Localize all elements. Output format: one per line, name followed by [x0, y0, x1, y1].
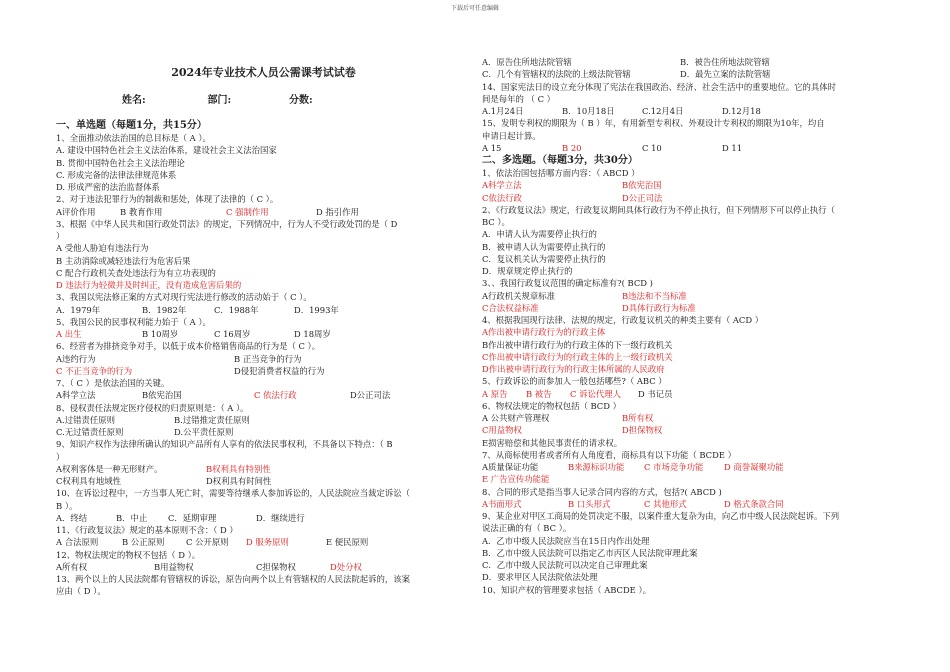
option-text: A 公共财产管理权	[482, 413, 550, 423]
question-line: B. 贯彻中国特色社会主义法治理论	[56, 157, 185, 168]
question-line: C．乙市中级人民法院可以决定自己审理此案	[482, 560, 648, 570]
question-line: ）	[56, 231, 65, 241]
question-line: E 广告宣传功能能	[482, 474, 550, 485]
option-text: C.12月4日	[642, 106, 684, 116]
option-text: C担保物权	[256, 561, 296, 572]
name-field-label: 姓名:	[122, 95, 146, 106]
option-text: B用益物权	[154, 561, 194, 572]
option-text: C 不正当竞争的行为	[56, 365, 133, 376]
info-fields	[56, 95, 471, 109]
question-line: D．规章规定停止执行的	[482, 266, 573, 276]
option-text: B 被告	[526, 388, 552, 399]
question-line: 2、《行政复议法》规定，行政复议期间具体行政行为不停止执行，但下列情形下可以停止执行（	[482, 204, 835, 215]
option-row	[482, 290, 902, 302]
question-line: 8、侵权责任法规定医疗侵权的归责原则是：（ A ）。	[56, 402, 249, 413]
question-line: C．复议机关认为需要停止执行的	[482, 253, 606, 264]
option-text: D.12月18	[722, 106, 761, 116]
header-note: 下载后可任意编辑	[450, 5, 499, 12]
option-row	[56, 536, 471, 548]
option-text: D 商誉凝聚功能	[724, 462, 784, 472]
option-text: B权利具有特别性	[206, 463, 271, 474]
option-text: A评价作用	[56, 206, 96, 217]
option-text: A．1979年	[56, 304, 101, 315]
score-field-label: 分数:	[288, 95, 313, 106]
question-line: 9、知识产权作为法律所确认的知识产品所有人享有的依法民事权利，不具备以下特点：（ B	[56, 439, 393, 450]
question-line: ）	[56, 451, 65, 462]
option-text: C 依法行政	[254, 390, 297, 401]
option-text: A书面形式	[482, 498, 522, 509]
option-text: B．被告住所地法院管辖	[680, 57, 770, 67]
question-line: 5、行政诉讼的而参加人一般包括哪些?（ ABC ）	[482, 376, 667, 387]
question-line: A 受他人胁迫有违法行为	[56, 243, 149, 254]
option-text: B 公正原则	[122, 537, 165, 548]
question-line: D. 形成严密的法治监督体系	[56, 182, 160, 192]
question-line: 11、《行政复议法》规定的基本原则不含：（ D ）	[56, 525, 238, 535]
option-text: A.1月24日	[482, 106, 524, 116]
option-text: A 出生	[56, 329, 82, 339]
option-text: A 15	[482, 142, 502, 153]
question-line: 2、对于违法犯罪行为的制裁和惩处，体现了法律的（ C ）。	[56, 194, 279, 205]
option-text: C．延期审理	[168, 512, 217, 523]
option-text: C权利具有地域性	[56, 476, 122, 486]
option-text: D处分权	[330, 561, 362, 572]
exam-title: 2024年专业技术人员公需课考试试卷	[171, 66, 356, 79]
option-text: A 原告	[482, 388, 508, 399]
option-text: A.过错责任原则	[56, 414, 115, 425]
option-text: D.公平责任原则	[174, 427, 234, 437]
option-text: D 服务原则	[246, 537, 289, 548]
option-row	[56, 512, 471, 524]
option-text: D．继续进行	[256, 512, 305, 523]
option-text: D 18周岁	[294, 329, 331, 339]
option-text: C合法权益标准	[482, 302, 539, 313]
option-text: A 合法原则	[56, 537, 99, 548]
option-text: C.无过错责任原则	[56, 427, 124, 437]
option-row	[56, 328, 471, 340]
option-text: A科学立法	[482, 180, 522, 191]
option-text: D担保物权	[622, 425, 663, 436]
question-line: 13、两个以上的人民法院都有管辖权的诉讼，原告向两个以上有管辖权的人民法院起诉的，该案	[56, 574, 411, 584]
option-row	[56, 389, 471, 401]
question-line: 3、根据《中华人民共和国行政处罚法》的规定，下列情况中，行为人不受行政处罚的是（ D	[56, 218, 398, 229]
option-row	[56, 463, 471, 475]
option-text: B违法和不当标准	[622, 290, 687, 301]
left-column	[56, 0, 471, 598]
dept-field-label: 部门:	[207, 95, 232, 106]
question-line: D作出被申请行政行为的行政主体所属的人民政府	[482, 364, 665, 374]
option-text: C 市场竞争功能	[644, 462, 704, 472]
option-row	[56, 353, 471, 365]
option-text: A．原告住所地法院管辖	[482, 57, 572, 67]
option-row	[482, 498, 902, 510]
option-row	[482, 424, 902, 436]
question-line: B．被申请人认为需要停止执行的	[482, 241, 606, 252]
question-line: 12、物权法规定的物权不包括（ D ）。	[56, 549, 201, 560]
question-line: 5、我国公民的民事权利能力始于（ A ）。	[56, 316, 211, 327]
option-text: D侵犯消费者权益的行为	[234, 365, 325, 376]
question-line: 7、从商标使用者或者所有人角度看，商标具有以下功能（ BCDE ）	[482, 449, 736, 460]
question-line: 7、（ C ）是依法治国的关键。	[56, 378, 170, 388]
option-text: B 20	[562, 142, 582, 153]
option-text: B．1982年	[142, 304, 187, 315]
question-line: 6、物权法规定的物权包括（ BCD ）	[482, 400, 621, 411]
option-text: C 10	[642, 142, 662, 153]
question-line: A．申请人认为需要停止执行的	[482, 229, 597, 240]
question-line: 1、全面推动依法治国的总目标是（ A ）。	[56, 133, 211, 143]
option-row	[482, 105, 902, 117]
option-row	[482, 192, 902, 204]
question-line: 3、我国以宪法修正案的方式对现行宪法进行修改的活动始于（ C ）。	[56, 292, 312, 303]
option-text: D．最先立案的法院管辖	[680, 69, 771, 80]
option-text: D权利具有时间性	[206, 476, 272, 486]
option-row	[482, 302, 902, 314]
option-row	[56, 414, 471, 426]
option-text: C依法行政	[482, 192, 522, 203]
question-line: D 违法行为轻微并及时纠正，没有造成危害后果的	[56, 280, 242, 290]
option-row	[482, 388, 902, 400]
left-question-list	[56, 119, 471, 598]
option-text: B.过错推定责任原则	[174, 414, 250, 425]
question-line: D．要求甲区人民法院依法处理	[482, 572, 598, 583]
option-row	[56, 426, 471, 438]
option-text: C 强制作用	[226, 206, 269, 217]
question-line: 间是每年的 （ C ）	[482, 93, 556, 104]
option-row	[482, 179, 902, 191]
question-line: B作出被申请行政行为的行政主体的下一级行政机关	[482, 339, 673, 350]
option-text: B 口头形式	[568, 498, 611, 509]
option-text: A违约行为	[56, 353, 96, 364]
option-text: D 书记员	[638, 388, 673, 399]
option-row	[56, 206, 471, 218]
option-text: C用益物权	[482, 425, 522, 436]
option-row	[56, 365, 471, 377]
option-text: C．1988年	[214, 304, 259, 315]
option-text: C．几个有管辖权的法院的上级法院管辖	[482, 69, 631, 80]
question-line: 应由（ D ）。	[56, 586, 106, 597]
option-text: D 格式条款合同	[724, 498, 784, 509]
option-row	[482, 461, 902, 473]
option-text: D公正司法	[622, 192, 663, 203]
question-line: 15、发明专利权的期限为（ B ）年，有用新型专利权、外观设计专利权的期限为10年，均自	[482, 118, 825, 129]
question-line: 10、知识产权的管理要求包括（ ABCDE ）。	[482, 584, 652, 595]
option-text: D 11	[722, 142, 743, 153]
option-text: D公正司法	[350, 390, 391, 401]
right-column	[482, 0, 902, 596]
question-line: C 配合行政机关查处违法行为有立功表现的	[56, 267, 216, 278]
question-line: 14、国家宪法日的设立充分体现了宪法在我国政治、经济、社会生活中的重要地位。它的具体时	[482, 81, 837, 92]
question-line: A. 建设中国特色社会主义法治体系，建设社会主义法治国家	[56, 145, 277, 156]
option-text: E 便民原则	[326, 537, 369, 548]
question-line: 6、经营者为排挤竞争对手，以低于成本价格销售商品的行为是（ C ）。	[56, 341, 321, 352]
question-line: C. 形成完备的法律法律规范体系	[56, 169, 177, 180]
option-text: A行政机关规章标准	[482, 290, 556, 301]
option-text: A质量保证功能	[482, 462, 539, 472]
option-text: C 公开原则	[186, 537, 229, 548]
section-heading: 一、单选题（每题1分，共15分）	[56, 120, 207, 131]
option-text: D 指引作用	[316, 206, 359, 217]
section-heading: 二、多选题。（每题3分，共30分）	[482, 155, 638, 166]
option-text: B．中止	[116, 512, 148, 523]
question-line: C作出被申请行政行为的行政主体的上一级行政机关	[482, 351, 673, 362]
question-line: E损害赔偿和其他民事责任的请求权。	[482, 437, 623, 448]
option-row	[56, 475, 471, 487]
option-text: C 其他形式	[644, 498, 687, 509]
question-line: 10、在诉讼过程中，一方当事人死亡时，需要等待继承人参加诉讼的，人民法院应当裁定诉讼（	[56, 488, 411, 499]
option-text: C 16周岁	[214, 329, 251, 339]
option-row	[482, 56, 902, 68]
option-row	[482, 412, 902, 424]
question-line: B．乙市中级人民法院可以指定乙市丙区人民法院审理此案	[482, 547, 698, 558]
option-row	[56, 561, 471, 573]
option-text: C 诉讼代理人	[570, 388, 621, 399]
option-text: A所有权	[56, 561, 88, 572]
question-line: BC ）。	[482, 217, 510, 227]
right-question-list	[482, 56, 902, 596]
question-line: 8、合同的形式是指当事人记录合同内容的方式，包括?( ABCD )	[482, 486, 722, 497]
question-line: 申请日起计算。	[482, 130, 541, 141]
question-line: B ）。	[56, 500, 78, 511]
question-line: A．乙市中级人民法院应当在15日内作出处理	[482, 535, 650, 546]
question-line: A作出被申请行政行为的行政主体	[482, 327, 606, 338]
option-text: B依宪治国	[142, 390, 182, 401]
option-row	[56, 304, 471, 316]
option-text: B来源标识功能	[568, 462, 625, 472]
option-row	[482, 142, 902, 154]
option-text: B 正当竞争的行为	[234, 353, 302, 364]
question-line: 9、某企业对甲区工商局的处罚决定不服，以案件重大复杂为由，向乙市中级人民法院起诉。下列	[482, 511, 840, 521]
question-line: B 主动消除或减轻违法行为危害后果	[56, 255, 191, 266]
option-text: B 教育作用	[120, 206, 163, 217]
option-text: D具体行政行为标准	[622, 302, 696, 313]
question-line: 4、根据我国现行法律、法规的规定，行政复议机关的种类主要有（ ACD ）	[482, 315, 764, 325]
option-text: A．终结	[56, 512, 88, 523]
option-text: B依宪治国	[622, 180, 662, 191]
question-line: 3、、我国行政复议范围的确定标准有?( BCD )	[482, 278, 653, 289]
option-text: D．1993年	[294, 304, 339, 315]
option-text: B 10周岁	[142, 329, 179, 339]
question-line: 说法正确的有（ BC ）。	[482, 523, 572, 534]
option-text: A权利客体是一种无形财产。	[56, 463, 163, 474]
question-line: 1、依法治国包括哪方面内容：（ ABCD ）	[482, 168, 640, 178]
option-row	[482, 68, 902, 80]
option-text: B．10月18日	[562, 106, 615, 116]
option-text: A科学立法	[56, 390, 96, 401]
option-text: B所有权	[622, 413, 654, 423]
